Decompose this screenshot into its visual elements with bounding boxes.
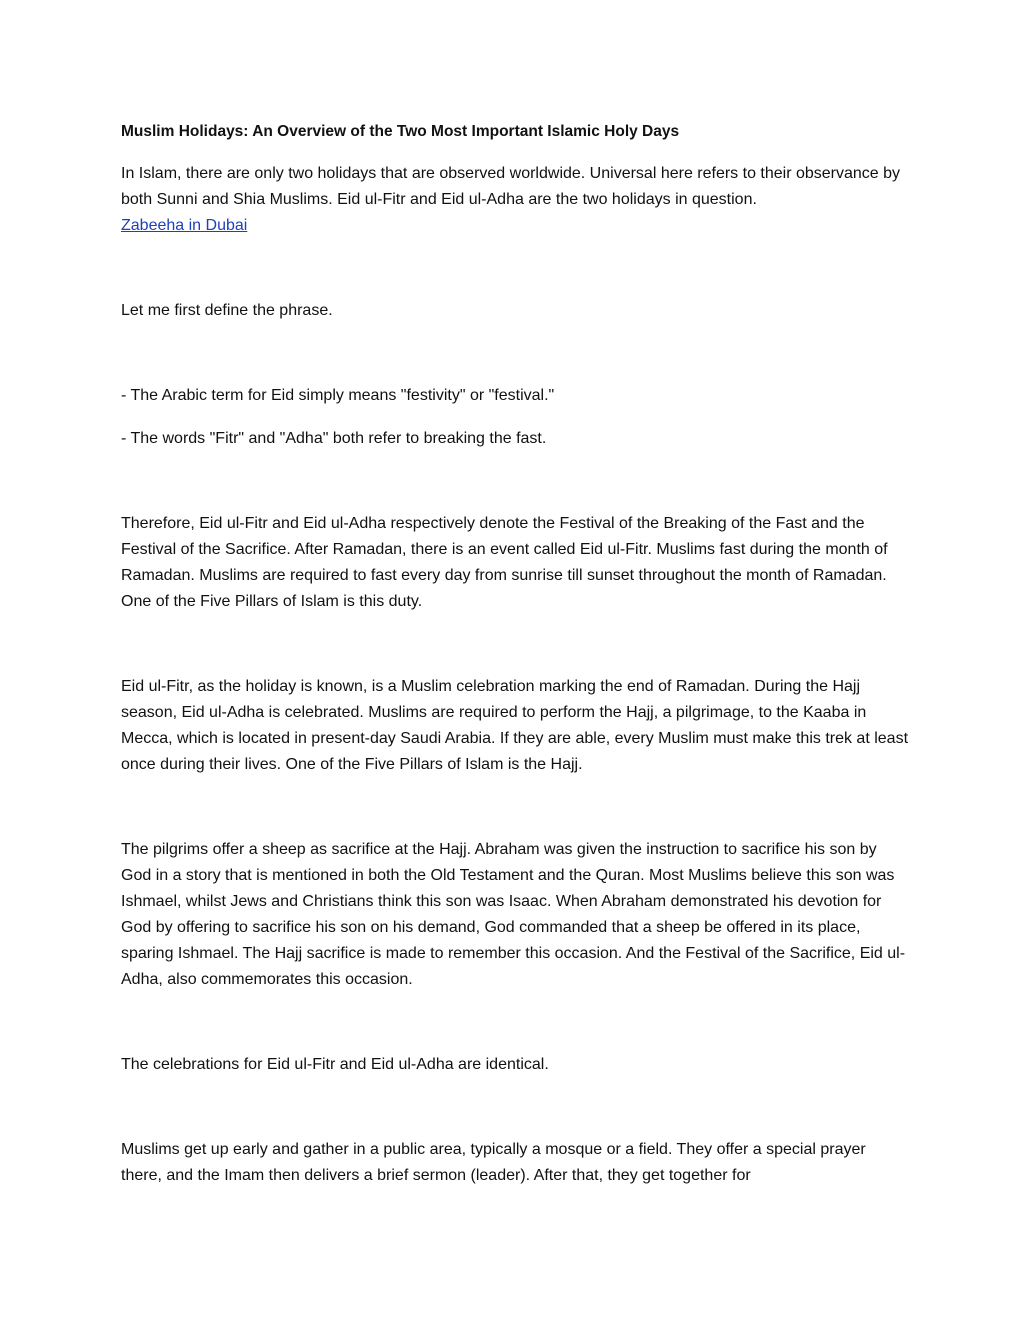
bullet-eid: - The Arabic term for Eid simply means "festivity" or "festival." [121, 387, 555, 404]
paragraph-festivals: Therefore, Eid ul-Fitr and Eid ul-Adha respectively denote the Festival of the Breaking of the Fast and the Festival of the Sacrifice. After Ramadan, there is an event called Eid ul-Fitr. Muslims fast during the month of Ramadan. Muslims are required to fast every day from sunrise till sunset throughout the month of Ramadan. One of the Five Pillars of Islam is this duty. [121, 515, 888, 610]
document-title: Muslim Holidays: An Overview of the Two Most Important Islamic Holy Days [121, 123, 680, 140]
spacer [121, 795, 911, 837]
spacer [121, 469, 911, 511]
define-paragraph: Let me first define the phrase. [121, 302, 333, 319]
spacer [121, 632, 911, 674]
spacer [121, 256, 911, 298]
spacer [121, 1010, 911, 1052]
paragraph-celebrations: The celebrations for Eid ul-Fitr and Eid ul-Adha are identical. [121, 1056, 549, 1073]
spacer [121, 341, 911, 383]
spacer [121, 1095, 911, 1137]
intro-text: In Islam, there are only two holidays that are observed worldwide. Universal here refers to their observance by both Sunni and Shia Muslims. Eid ul-Fitr and Eid ul-Adha are the two holidays in question. [121, 165, 901, 208]
paragraph-prayer: Muslims get up early and gather in a public area, typically a mosque or a field. They offer a special prayer there, and the Imam then delivers a brief sermon (leader). After that, they get together for [121, 1141, 866, 1184]
document-body [121, 120, 911, 1206]
paragraph-hajj: Eid ul-Fitr, as the holiday is known, is a Muslim celebration marking the end of Ramadan. During the Hajj season, Eid ul-Adha is celebrated. Muslims are required to perform the Hajj, a pilgrimage, to the Kaaba in Mecca, which is located in present-day Saudi Arabia. If they are able, every Muslim must make this trek at least once during their lives. One of the Five Pillars of Islam is the Hajj. [121, 678, 909, 773]
paragraph-sacrifice: The pilgrims offer a sheep as sacrifice at the Hajj. Abraham was given the instruction to sacrifice his son by God in a story that is mentioned in both the Old Testament and the Quran. Most Muslims believe this son was Ishmael, whilst Jews and Christians think this son was Isaac. When Abraham demonstrated his devotion for God by offering to sacrifice his son on his demand, God commanded that a sheep be offered in its place, sparing Ishmael. The Hajj sacrifice is made to remember this occasion. And the Festival of the Sacrifice, Eid ul-Adha, also commemorates this occasion. [121, 841, 906, 988]
intro-paragraph [121, 161, 911, 239]
bullet-fitr-adha: - The words "Fitr" and "Adha" both refer to breaking the fast. [121, 430, 547, 447]
zabeeha-link[interactable]: Zabeeha in Dubai [121, 217, 248, 234]
